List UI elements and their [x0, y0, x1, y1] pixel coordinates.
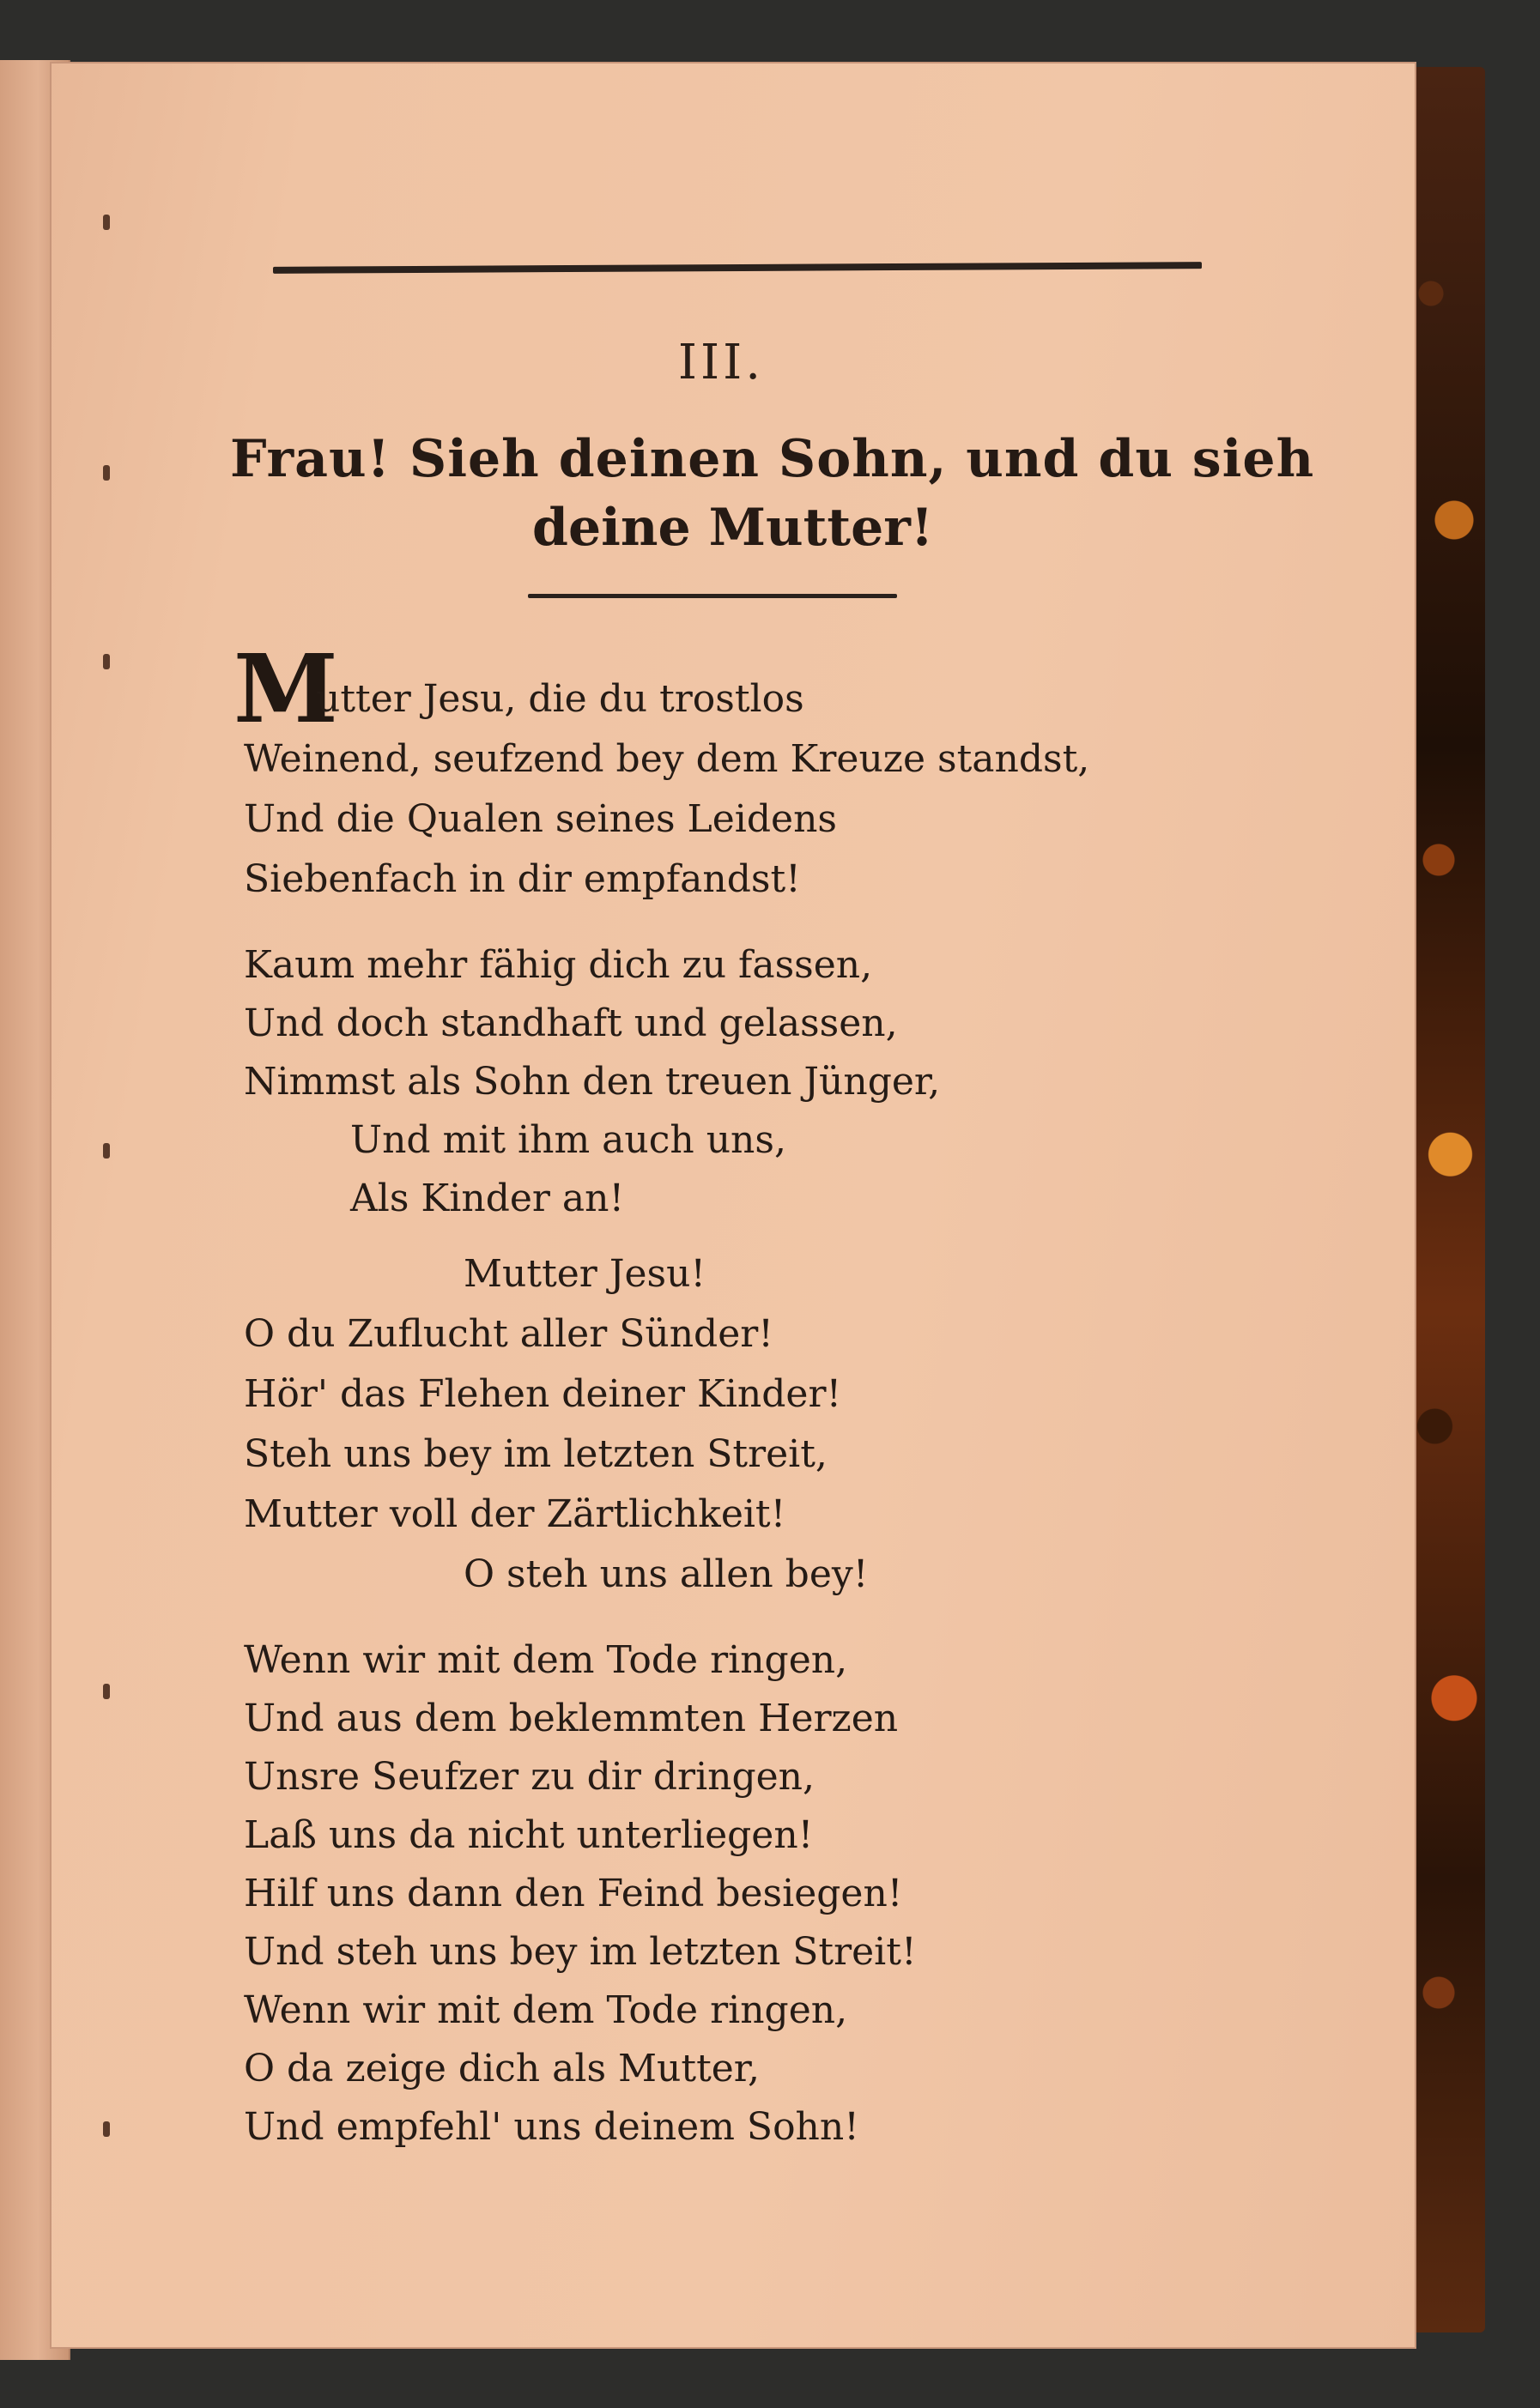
- title-divider-rule: [528, 594, 897, 598]
- section-title-line-2: deine Mutter!: [532, 498, 934, 558]
- verse-line: Und die Qualen seines Leidens: [244, 797, 838, 841]
- verse-line: Wenn wir mit dem Tode ringen,: [244, 1638, 848, 1682]
- drop-cap: M: [233, 633, 338, 744]
- verse-line: Und mit ihm auch uns,: [350, 1118, 786, 1162]
- verse-line: Hör' das Flehen deiner Kinder!: [244, 1372, 842, 1416]
- verse-line: Laß uns da nicht unterliegen!: [244, 1813, 814, 1857]
- binding-stitch: [103, 465, 110, 481]
- verse-line: Hilf uns dann den Feind besiegen!: [244, 1872, 903, 1915]
- verse-line: Nimmst als Sohn den treuen Jünger,: [244, 1060, 941, 1104]
- verse-line: O du Zuflucht aller Sünder!: [244, 1312, 773, 1356]
- section-title-line-1: Frau! Sieh deinen Sohn, und du sieh: [230, 429, 1315, 489]
- verse-line: utter Jesu, die du trostlos: [316, 677, 804, 721]
- verse-line: Weinend, seufzend bey dem Kreuze standst,: [244, 737, 1090, 781]
- verse-line: Siebenfach in dir empfandst!: [244, 857, 801, 901]
- verse-line: Wenn wir mit dem Tode ringen,: [244, 1988, 848, 2032]
- verse-line: Und aus dem beklemmten Herzen: [244, 1697, 899, 1740]
- binding-stitch: [103, 2121, 110, 2137]
- verse-line: Kaum mehr fähig dich zu fassen,: [244, 943, 873, 987]
- binding-stitch: [103, 1684, 110, 1699]
- marbled-cover-edge: [1408, 67, 1485, 2332]
- section-numeral: III.: [677, 335, 765, 390]
- binding-stitch: [103, 1143, 110, 1159]
- verse-line: Steh uns bey im letzten Streit,: [244, 1432, 828, 1476]
- binding-stitch: [103, 215, 110, 230]
- verse-line: Und empfehl' uns deinem Sohn!: [244, 2105, 859, 2149]
- verse-line: O steh uns allen bey!: [464, 1552, 869, 1596]
- verse-line: Mutter voll der Zärtlichkeit!: [244, 1492, 786, 1536]
- binding-stitch: [103, 654, 110, 669]
- verse-line: Als Kinder an!: [350, 1177, 625, 1220]
- verse-line: O da zeige dich als Mutter,: [244, 2047, 760, 2090]
- verse-line: Und steh uns bey im letzten Streit!: [244, 1930, 917, 1974]
- verse-line: Und doch standhaft und gelassen,: [244, 1001, 898, 1045]
- verse-line: Unsre Seufzer zu dir dringen,: [244, 1755, 815, 1799]
- verse-line: Mutter Jesu!: [464, 1252, 706, 1296]
